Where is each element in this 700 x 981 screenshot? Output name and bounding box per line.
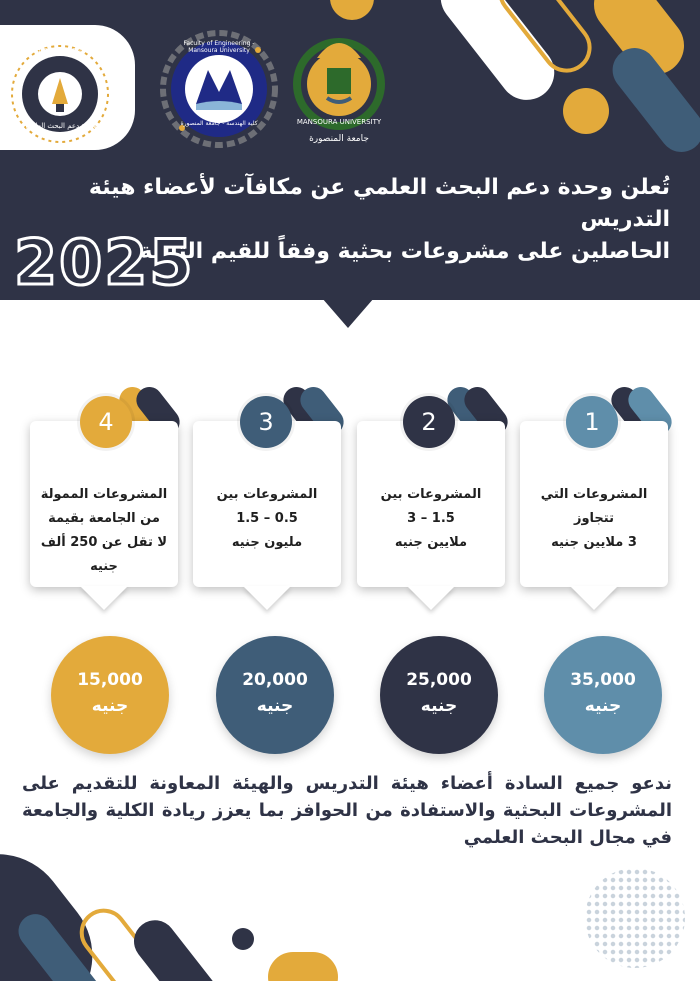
logo-label-research-ar: وحدة دعم البحث العلمي xyxy=(25,122,97,130)
headline-line-1: تُعلن وحدة دعم البحث العلمي عن مكافآت لأعضاء هيئة التدريس xyxy=(88,175,670,232)
invitation-text: ندعو جميع السادة أعضاء هيئة التدريس والهيئة المعاونة للتقديم على المشروعات البحثية والاستفادة من الحوافز بما يعزز ريادة الكلية والجامعة في مجال البحث العلمي xyxy=(22,773,672,848)
tier-number-1: 1 xyxy=(566,396,618,448)
deco-halftone-dots xyxy=(585,868,685,968)
prize-2-amount: 25,000 xyxy=(406,670,472,690)
prize-3-amount: 20,000 xyxy=(242,670,308,690)
header-notch xyxy=(322,298,374,328)
research-support-unit-logo xyxy=(8,42,112,146)
tier-1-line-2: 3 ملايين جنيه xyxy=(551,535,637,550)
tier-1-line-1: المشروعات التي تتجاوز xyxy=(540,487,648,526)
prize-4-amount: 15,000 xyxy=(77,670,143,690)
deco-bottom-dark-dot xyxy=(232,928,254,950)
tier-2-line-2: 1.5 – 3 xyxy=(407,511,455,526)
year: 2025 xyxy=(14,226,195,299)
tier-3-line-3: مليون جنيه xyxy=(231,535,303,550)
mansoura-university-logo xyxy=(287,28,391,132)
tier-2-line-1: المشروعات بين xyxy=(380,487,482,502)
tier-number-3: 3 xyxy=(240,396,292,448)
tier-number-2: 2 xyxy=(403,396,455,448)
deco-circle-gold xyxy=(563,88,609,134)
logo-label-university: MANSOURA UNIVERSITY xyxy=(296,118,382,126)
headline-line-2: الحاصلين على مشروعات بحثية وفقاً للقيم التالية xyxy=(139,239,670,264)
logo-label-faculty-ar: كلية الهندسة - جامعة المنصورة xyxy=(180,120,258,127)
prize-1-amount: 35,000 xyxy=(570,670,636,690)
tier-4-line-2: من الجامعة بقيمة xyxy=(48,511,160,526)
prize-1 xyxy=(544,636,662,754)
prize-2 xyxy=(380,636,498,754)
prize-1-currency: جنيه xyxy=(584,696,622,716)
card-pointer-2 xyxy=(407,586,455,610)
tier-3-line-2: 0.5 – 1.5 xyxy=(236,511,298,526)
tier-4-line-3: لا تقل عن 250 ألف جنيه xyxy=(40,535,168,574)
logo-label-faculty: Faculty of Engineering - Mansoura University xyxy=(183,40,255,54)
prize-4-currency: جنيه xyxy=(91,696,129,716)
tier-number-4: 4 xyxy=(80,396,132,448)
logo-label-research: Research Support Unit xyxy=(19,46,99,54)
tier-4-line-1: المشروعات الممولة xyxy=(40,487,168,502)
card-pointer-3 xyxy=(243,586,291,610)
tier-3-line-1: المشروعات بين xyxy=(216,487,318,502)
tier-2-line-3: ملايين جنيه xyxy=(394,535,468,550)
logo-label-university-ar: جامعة المنصورة xyxy=(309,134,369,144)
deco-bottom-gold-blob xyxy=(268,952,338,981)
prize-3 xyxy=(216,636,334,754)
prize-2-currency: جنيه xyxy=(420,696,458,716)
card-pointer-4 xyxy=(80,586,128,610)
card-pointer-1 xyxy=(570,586,618,610)
prize-3-currency: جنيه xyxy=(256,696,294,716)
prize-4 xyxy=(51,636,169,754)
